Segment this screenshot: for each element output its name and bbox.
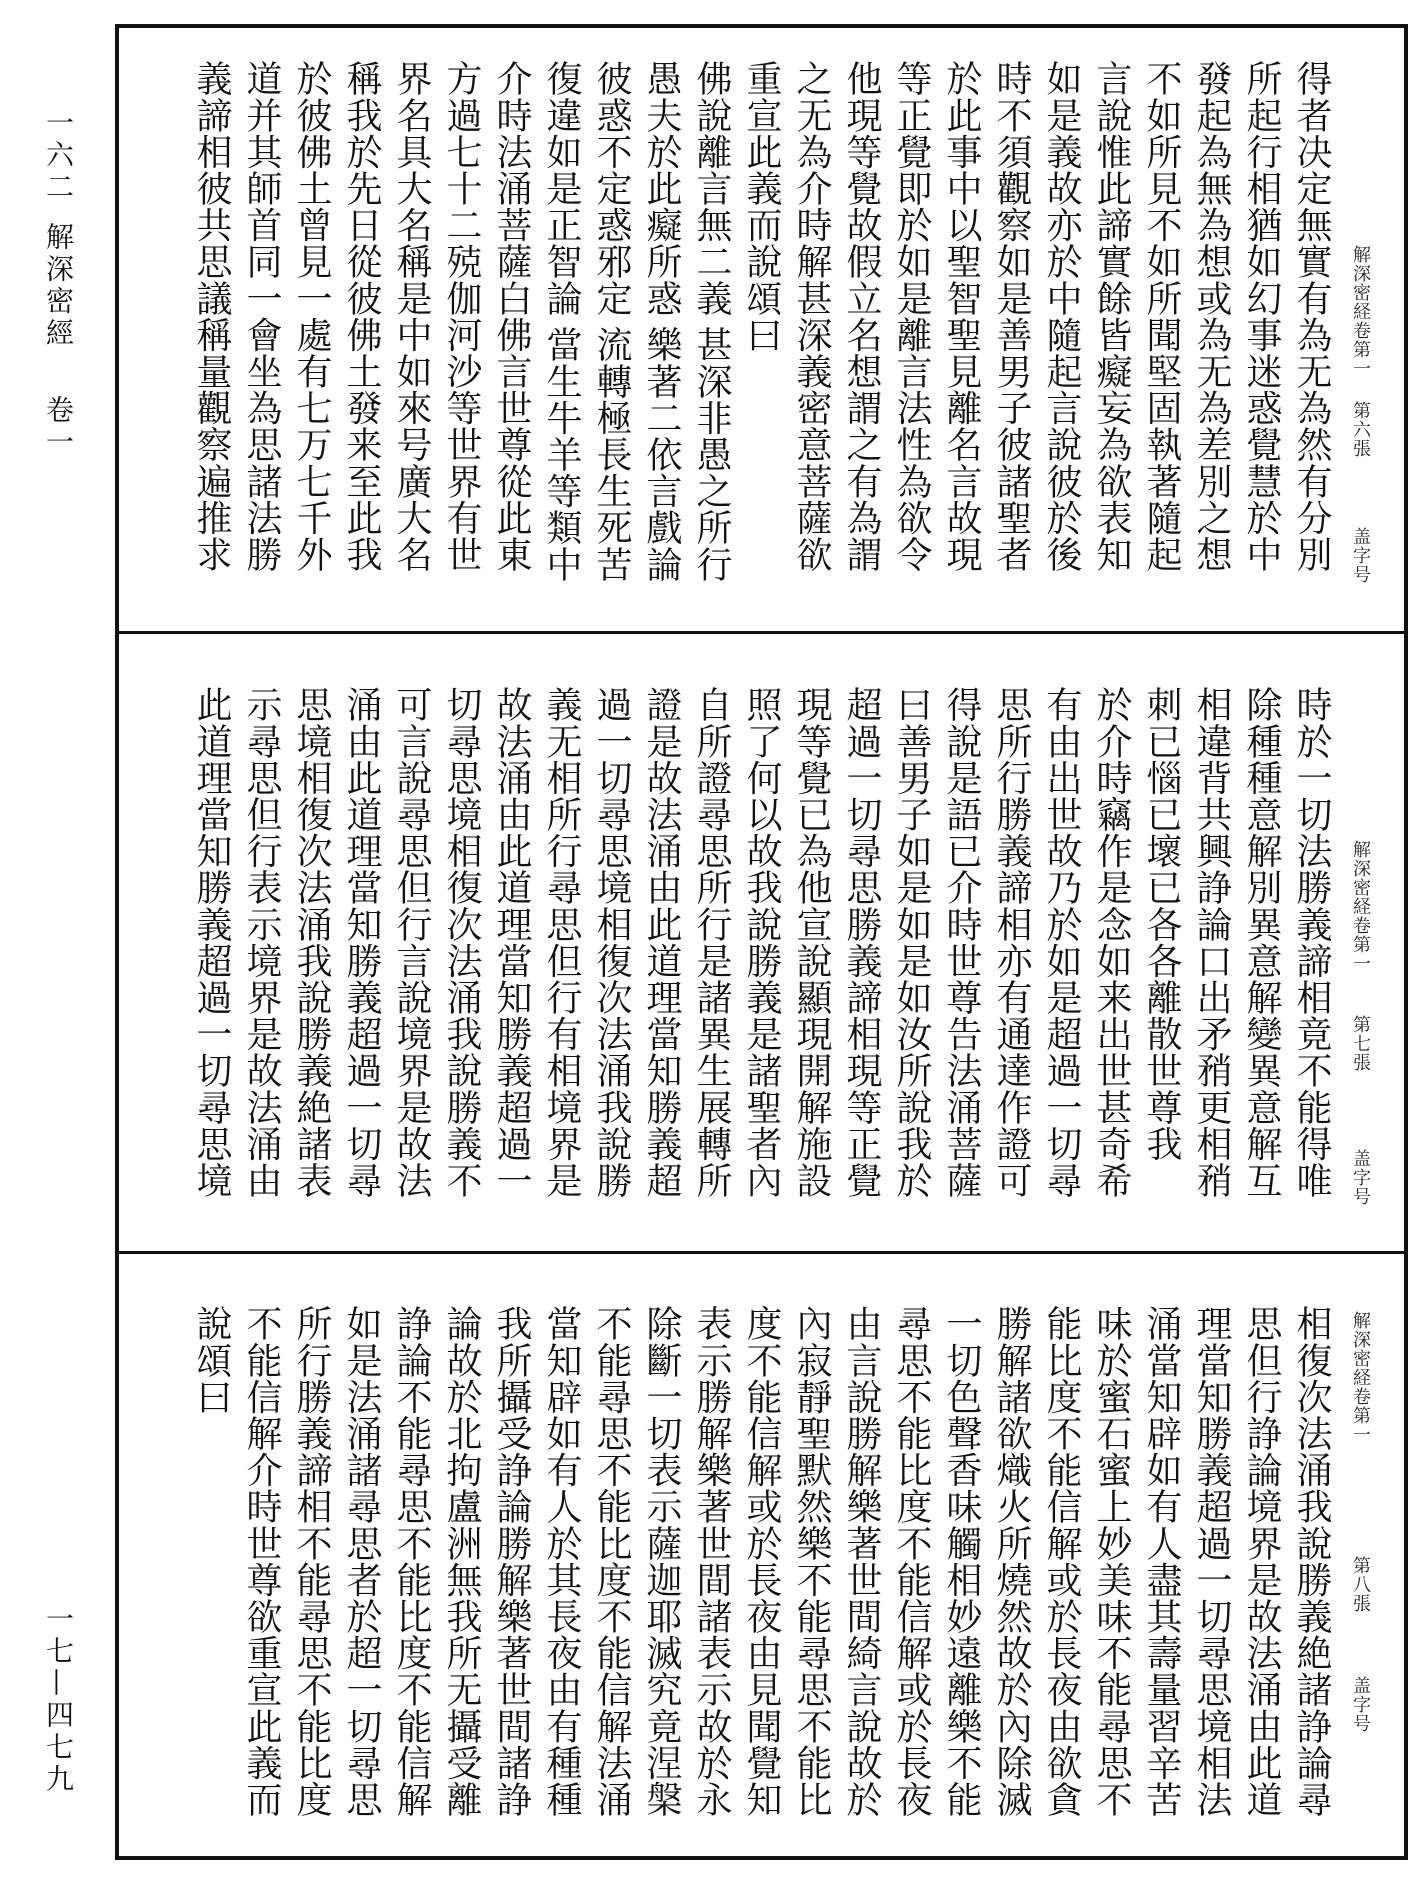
text-column (291, 60, 331, 572)
text-column (1041, 60, 1081, 572)
column-text: 表示勝解樂著世間諸表示故於永 (691, 1305, 732, 1818)
column-text: 時不須觀察如是善男子彼諸聖者 (991, 60, 1032, 573)
margin-volume: 卷一 (42, 395, 75, 459)
text-column (1141, 686, 1181, 1162)
text-column (1041, 1305, 1081, 1817)
column-text: 勝解諸欲熾火所燒然故於內除滅 (991, 1305, 1032, 1818)
text-column (241, 60, 281, 572)
column-text: 刺已惱已壞已各各離散世尊我 (1141, 686, 1182, 1162)
text-column (791, 60, 831, 572)
verse-line (691, 60, 731, 582)
column-text: 不能信解介時世尊欲重宣此義而 (241, 1305, 282, 1818)
column-text: 時於一切法勝義諦相竟不能得唯 (1291, 686, 1332, 1199)
column-text: 相違背共興諍論口出矛矟更相矟 (1191, 686, 1232, 1199)
column-text: 諍論不能尋思不能比度不能信解 (391, 1305, 432, 1818)
text-column (441, 1305, 481, 1817)
verse-line (541, 60, 581, 582)
text-column (1191, 60, 1231, 572)
column-text: 當知辟如有人於其長夜由有種種 (541, 1305, 582, 1818)
column-text: 證是故法涌由此道理當知勝義超 (641, 686, 682, 1199)
text-column (241, 686, 281, 1198)
text-column (391, 686, 431, 1198)
block-margin-note-title: 解深密経卷第一 (1350, 245, 1371, 378)
text-column (1241, 1305, 1281, 1817)
column-text: 義諦相彼共思議稱量觀察遍推求 (191, 60, 232, 573)
column-text: 相復次法涌我說勝義絶諸諍論尋 (1291, 1305, 1332, 1818)
panel-divider (115, 631, 1408, 634)
text-column (991, 60, 1031, 572)
block-margin-note-title: 解深密経卷第一 (1350, 1311, 1371, 1444)
column-text: 示尋思但行表示境界是故法涌由 (241, 686, 282, 1199)
block-margin-note-sheet: 第六張 (1350, 401, 1371, 458)
text-column (491, 1305, 531, 1817)
verse-line (591, 60, 631, 582)
text-column (841, 1305, 881, 1817)
column-text: 於介時竊作是念如来出世甚奇希 (1091, 686, 1132, 1199)
column-text: 論故於北拘盧洲無我所无攝受離 (441, 1305, 482, 1818)
column-text: 發起為無為想或為无為差別之想 (1191, 60, 1232, 573)
column-text: 照了何以故我說勝義是諸聖者內 (741, 686, 782, 1199)
text-column (541, 1305, 581, 1817)
column-text: 如是法涌諸尋思者於超一切尋思 (341, 1305, 382, 1818)
text-column (741, 60, 781, 353)
column-text: 稱我於先日從彼佛土發来至此我 (341, 60, 382, 573)
column-text: 於此事中以聖智聖見離名言故現 (941, 60, 982, 573)
column-text: 涌當知辟如有人盡其壽量習辛苦 (1141, 1305, 1182, 1818)
column-text: 自所證尋思所行是諸異生展轉所 (691, 686, 732, 1199)
column-text: 切尋思境相復次法涌我說勝義不 (441, 686, 482, 1199)
column-text: 重宣此義而說頌曰 (741, 60, 782, 353)
column-text: 界名具大名稱是中如來号廣大名 (391, 60, 432, 573)
text-column (391, 1305, 431, 1817)
text-column (341, 1305, 381, 1817)
block-margin-note-mark: 盖字号 (1350, 527, 1371, 584)
text-column (191, 60, 231, 572)
column-text: 涌由此道理當知勝義超過一切尋 (341, 686, 382, 1199)
text-column (641, 1305, 681, 1817)
verse-half: 佛說離言無二義 (691, 60, 732, 317)
text-column (1141, 60, 1181, 572)
column-text: 故法涌由此道理當知勝義超過一 (491, 686, 532, 1199)
text-column (1091, 1305, 1131, 1817)
text-column (541, 686, 581, 1198)
verse-half: 甚深非愚之所行 (691, 326, 732, 583)
text-column (841, 686, 881, 1198)
column-text: 說頌曰 (191, 1305, 232, 1415)
column-text: 思但行諍論境界是故法涌由此道 (1241, 1305, 1282, 1818)
text-column (1241, 686, 1281, 1198)
column-text: 我所攝受諍論勝解樂著世間諸諍 (491, 1305, 532, 1818)
block-margin-note-sheet: 第七張 (1350, 1015, 1371, 1072)
column-text: 所行勝義諦相不能尋思不能比度 (291, 1305, 332, 1818)
column-text: 一切色聲香味觸相妙遠離樂不能 (941, 1305, 982, 1818)
text-column (841, 60, 881, 572)
text-column (191, 1305, 231, 1415)
column-text: 方過七十二殑伽河沙等世界有世 (441, 60, 482, 573)
text-column (1291, 60, 1331, 572)
column-text: 有由出世故乃於如是超過一切尋 (1041, 686, 1082, 1199)
margin-page-marker: 一六二 (42, 108, 75, 204)
text-column (1091, 60, 1131, 572)
text-column (591, 686, 631, 1198)
column-text: 理當知勝義超過一切尋思境相法 (1191, 1305, 1232, 1818)
text-column (241, 1305, 281, 1817)
text-column (1141, 1305, 1181, 1817)
column-text: 於彼佛土曾見一處有七万七千外 (291, 60, 332, 573)
margin-page-number: 一七—四七九 (42, 1604, 75, 1796)
text-column (441, 60, 481, 572)
block-margin-note-mark: 盖字号 (1350, 1676, 1371, 1733)
verse-half: 愚夫於此癡所惑 (641, 60, 682, 317)
column-text: 尋思不能比度不能信解或於長夜 (891, 1305, 932, 1818)
text-column (741, 1305, 781, 1817)
column-text: 由言說勝解樂著世間綺言說故於 (841, 1305, 882, 1818)
column-text: 此道理當知勝義超過一切尋思境 (191, 686, 232, 1199)
text-column (891, 686, 931, 1198)
text-column (691, 1305, 731, 1817)
column-text: 得者决定無實有為无為然有分別 (1291, 60, 1332, 573)
text-column (1191, 686, 1231, 1198)
column-text: 如是義故亦於中隨起言說彼於後 (1041, 60, 1082, 573)
column-text: 等正覺即於如是離言法性為欲令 (891, 60, 932, 573)
text-column (891, 1305, 931, 1817)
column-text: 過一切尋思境相復次法涌我說勝 (591, 686, 632, 1199)
text-column (941, 686, 981, 1198)
column-text: 超過一切尋思勝義諦相現等正覺 (841, 686, 882, 1199)
column-text: 不如所見不如所聞堅固執著隨起 (1141, 60, 1182, 573)
column-text: 可言說尋思但行言說境界是故法 (391, 686, 432, 1199)
text-column (941, 60, 981, 572)
column-text: 曰善男子如是如是如汝所說我於 (891, 686, 932, 1199)
column-text: 除種種意解別異意解變異意解互 (1241, 686, 1282, 1199)
column-text: 所起行相猶如幻事迷惑覺慧於中 (1241, 60, 1282, 573)
column-text: 道并其師首同一會坐為思諸法勝 (241, 60, 282, 573)
column-text: 能比度不能信解或於長夜由欲貪 (1041, 1305, 1082, 1818)
column-text: 度不能信解或於長夜由見聞覺知 (741, 1305, 782, 1818)
column-text: 思所行勝義諦相亦有通達作證可 (991, 686, 1032, 1199)
text-column (741, 686, 781, 1198)
text-column (391, 60, 431, 572)
text-column (641, 686, 681, 1198)
text-column (691, 686, 731, 1198)
text-column (191, 686, 231, 1198)
panel-divider (115, 1251, 1408, 1254)
verse-line (641, 60, 681, 582)
text-column (1291, 1305, 1331, 1817)
text-column (991, 686, 1031, 1198)
text-column (791, 686, 831, 1198)
text-column (491, 686, 531, 1198)
text-column (891, 60, 931, 572)
column-text: 不能尋思不能比度不能信解法涌 (591, 1305, 632, 1818)
column-text: 義无相所行尋思但行有相境界是 (541, 686, 582, 1199)
text-column (591, 1305, 631, 1817)
column-text: 言說惟此諦實餘皆癡妄為欲表知 (1091, 60, 1132, 573)
text-column (941, 1305, 981, 1817)
column-text: 得說是語已介時世尊告法涌菩薩 (941, 686, 982, 1199)
column-text: 除斷一切表示薩迦耶滅究竟涅槃 (641, 1305, 682, 1818)
text-column (991, 1305, 1031, 1817)
text-column (1241, 60, 1281, 572)
verse-half: 當生牛羊等類中 (541, 326, 582, 583)
verse-half: 樂著二依言戲論 (641, 326, 682, 583)
text-column (1041, 686, 1081, 1198)
text-column (341, 60, 381, 572)
block-margin-note-sheet: 第八張 (1350, 1556, 1371, 1613)
column-text: 現等覺已為他宣說顯現開解施設 (791, 686, 832, 1199)
verse-half: 彼惑不定惑邪定 (591, 60, 632, 317)
text-column (291, 686, 331, 1198)
column-text: 思境相復次法涌我說勝義絶諸表 (291, 686, 332, 1199)
column-text: 味於蜜石蜜上妙美味不能尋思不 (1091, 1305, 1132, 1818)
verse-half: 流轉極長生死苦 (591, 326, 632, 583)
text-column (441, 686, 481, 1198)
block-margin-note-mark: 盖字号 (1350, 1149, 1371, 1206)
text-column (1091, 686, 1131, 1198)
block-margin-note-title: 解深密経卷第一 (1350, 840, 1371, 973)
margin-book-title: 解深密經 (42, 222, 75, 350)
column-text: 介時法涌菩薩白佛言世尊從此東 (491, 60, 532, 573)
text-column (491, 60, 531, 572)
column-text: 他現等覺故假立名想謂之有為謂 (841, 60, 882, 573)
column-text: 內寂靜聖默然樂不能尋思不能比 (791, 1305, 832, 1818)
text-column (1191, 1305, 1231, 1817)
column-text: 之无為介時解甚深義密意菩薩欲 (791, 60, 832, 573)
text-column (291, 1305, 331, 1817)
text-column (341, 686, 381, 1198)
text-column (1291, 686, 1331, 1198)
verse-half: 復違如是正智論 (541, 60, 582, 317)
text-column (791, 1305, 831, 1817)
